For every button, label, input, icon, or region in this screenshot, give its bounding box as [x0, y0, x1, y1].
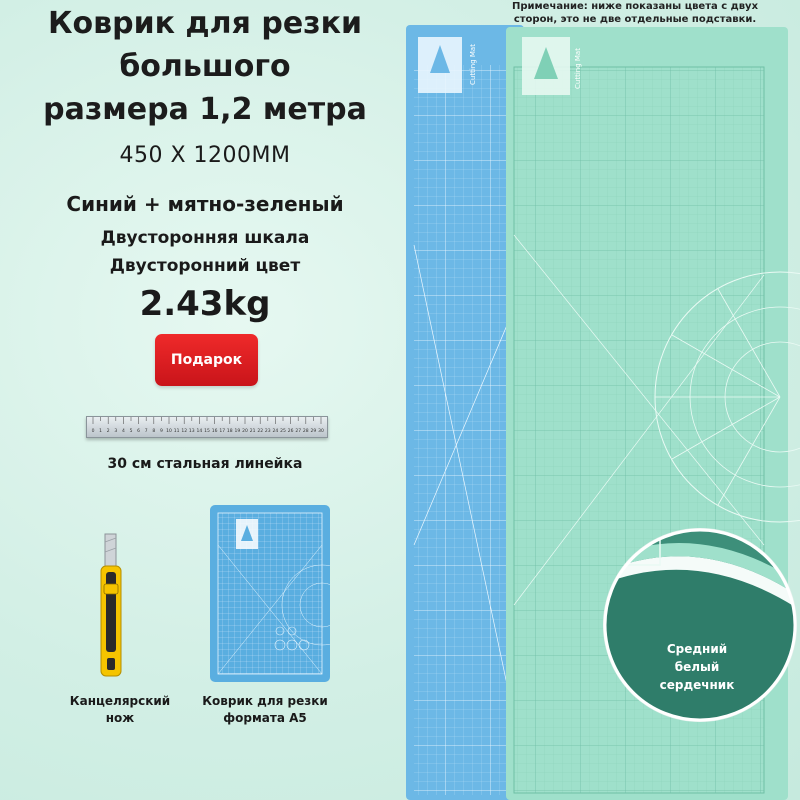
- knife-label-line: Канцелярский: [69, 694, 171, 708]
- ruler-number: 4: [121, 429, 125, 434]
- ruler-number: 7: [144, 429, 148, 434]
- feature-scale-text: Двусторонняя шкала: [100, 228, 310, 248]
- ruler-number: 23: [264, 429, 271, 434]
- ruler-number: 25: [280, 429, 286, 434]
- ruler-number: 8: [152, 429, 156, 434]
- a5-mat-image: [210, 505, 330, 682]
- ruler-number: 17: [219, 429, 226, 434]
- ruler-icon: [87, 417, 327, 437]
- ruler-number: 20: [242, 429, 248, 434]
- ruler-number: 28: [302, 429, 309, 434]
- title-line: размера 1,2 метра: [43, 92, 367, 127]
- ruler-number: 30: [318, 429, 324, 434]
- ruler-number: 16: [211, 429, 218, 434]
- steel-ruler-image: [86, 416, 328, 438]
- knife-label: [55, 693, 185, 727]
- mat-brand-text: Cutting Mat: [574, 48, 582, 89]
- color-note: [470, 0, 800, 26]
- a5-label-line: Коврик для резки: [202, 694, 328, 708]
- ruler-number: 21: [249, 429, 256, 434]
- ruler-number: 22: [257, 429, 264, 434]
- ruler-number: 24: [272, 429, 279, 434]
- knife-icon: [92, 532, 132, 682]
- ruler-number: 3: [114, 429, 118, 434]
- ruler-number: 18: [226, 429, 233, 434]
- knife-label-line: нож: [105, 711, 135, 725]
- ruler-number: 0: [91, 429, 95, 434]
- core-label-line: белый: [674, 660, 720, 674]
- mat-brand-text: Cutting Mat: [469, 44, 477, 85]
- a5-label-line: формата А5: [223, 711, 307, 725]
- page-title: [20, 2, 390, 131]
- feature-color-text: Двусторонний цвет: [109, 256, 301, 276]
- ruler-number: 1: [99, 429, 103, 434]
- ruler-number: 10: [166, 429, 172, 434]
- dimensions-text: 450 X 1200MM: [119, 143, 291, 168]
- ruler-number: 5: [129, 429, 133, 434]
- core-label-line: сердечник: [659, 678, 735, 692]
- ruler-number: 11: [173, 429, 180, 434]
- title-line: большого: [119, 49, 291, 84]
- ruler-number: 12: [181, 429, 188, 434]
- a5-mat-label: [200, 693, 330, 727]
- gift-badge: Подарок: [155, 334, 258, 386]
- ruler-number: 6: [137, 429, 141, 434]
- ruler-number: 15: [204, 429, 210, 434]
- ruler-number: 14: [196, 429, 203, 434]
- core-label: [647, 640, 747, 694]
- ruler-number: 26: [287, 429, 294, 434]
- ruler-number: 2: [106, 429, 110, 434]
- ruler-number: 19: [234, 429, 241, 434]
- ruler-label: 30 см стальная линейка: [107, 456, 303, 472]
- weight-text: 2.43kg: [139, 284, 271, 324]
- note-line: сторон, это не две отдельные подставки.: [513, 14, 757, 25]
- ruler-number: 9: [159, 429, 163, 434]
- ruler-number: 27: [295, 429, 302, 434]
- core-label-line: Средний: [666, 642, 728, 656]
- ruler-number: 29: [310, 429, 317, 434]
- note-line: Примечание: ниже показаны цвета с двух: [511, 1, 759, 12]
- title-line: Коврик для резки: [48, 6, 362, 41]
- ruler-number: 13: [188, 429, 195, 434]
- colors-text: Синий + мятно-зеленый: [66, 192, 344, 216]
